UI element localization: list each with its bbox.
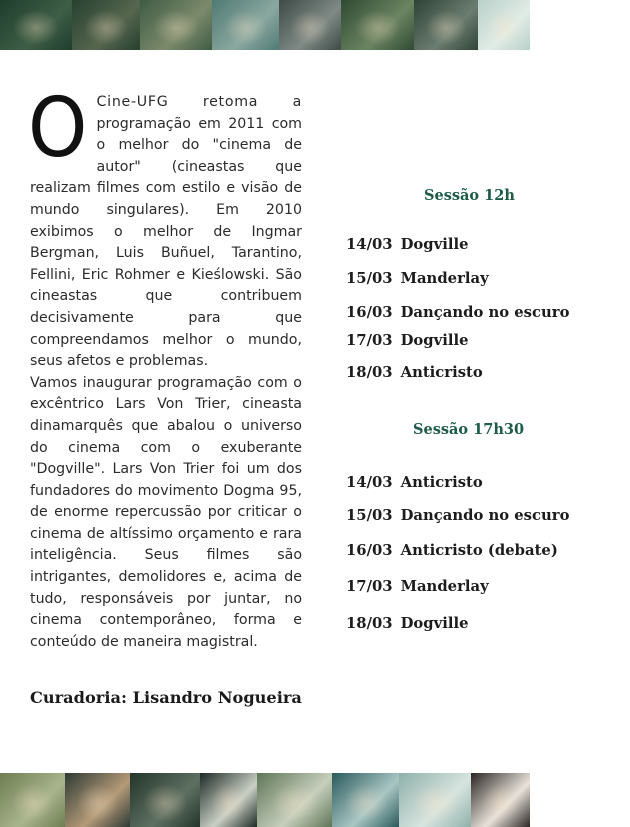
schedule-row	[346, 332, 469, 349]
still-stage-figures	[471, 773, 530, 827]
still-field-group	[257, 773, 332, 827]
still-group-dark	[130, 773, 200, 827]
still-embrace	[279, 0, 341, 50]
still-woods-sitting	[341, 0, 414, 50]
intro-first-line: Cine-UFG retoma a	[96, 94, 302, 110]
still-kiss-profile	[414, 0, 478, 50]
schedule-film: Dogville	[400, 615, 469, 632]
intro-text	[28, 81, 302, 653]
drop-cap: O	[28, 81, 88, 176]
schedule-film: Dançando no escuro	[400, 304, 570, 321]
schedule-row	[346, 615, 469, 632]
schedule-row	[346, 270, 489, 287]
schedule-film: Anticristo	[400, 474, 483, 491]
schedule-date: 16/03	[346, 304, 393, 321]
schedule-date: 14/03	[346, 236, 393, 253]
schedule-film: Manderlay	[400, 578, 489, 595]
schedule-film: Anticristo	[400, 364, 483, 381]
top-film-strip	[0, 0, 630, 50]
schedule-date: 15/03	[346, 270, 393, 287]
still-blonde-woman	[140, 0, 212, 50]
schedule-date: 17/03	[346, 332, 393, 349]
curator-credit: Curadoria: Lisandro Nogueira	[30, 688, 302, 707]
still-smiling-woman	[478, 0, 530, 50]
schedule-date: 18/03	[346, 364, 393, 381]
still-woman-hand	[200, 773, 257, 827]
schedule-row	[346, 364, 483, 381]
schedule-film: Dançando no escuro	[400, 507, 570, 524]
schedule-row	[346, 236, 469, 253]
still-sitting-woman	[399, 773, 471, 827]
schedule-date: 14/03	[346, 474, 393, 491]
schedule-date: 18/03	[346, 615, 393, 632]
still-car-couple	[0, 0, 72, 50]
schedule-film: Dogville	[400, 236, 469, 253]
intro-paragraph-1: programação em 2011 com o melhor do "cinema de autor" (cineastas que realizam filmes com estilo e visão de mundo singulares). Em 2010 exibimos o melhor de Ingmar Bergman, Luis Buñuel, Tarantino, Fellini, Eric Rohmer e Kieślowski. São cineastas que contribuem decisivamente para que compreendamos melhor o mundo, seus afetos e problemas.	[30, 115, 302, 370]
schedule-film: Dogville	[400, 332, 469, 349]
still-two-faces	[332, 773, 399, 827]
schedule-date: 17/03	[346, 578, 393, 595]
still-blonde-closeup	[65, 773, 130, 827]
schedule-film: Manderlay	[400, 270, 489, 287]
session-title-17h30: Sessão 17h30	[413, 421, 525, 438]
schedule-film: Anticristo (debate)	[400, 542, 558, 559]
session-title-12h: Sessão 12h	[424, 187, 515, 204]
schedule-row	[346, 474, 483, 491]
schedule-row	[346, 542, 558, 559]
intro-paragraph-2: Vamos inaugurar programação com o excêntrico Lars Von Trier, cineasta dinamarquês que abalou o universo do cinema com o exuberante "Dogville". Lars Von Trier foi um dos fundadores do movimento Dogma 95, de enorme repercussão por criticar o cinema de altíssimo orçamento e rara inteligência. Seus filmes são intrigantes, demolidores e, acima de tudo, responsáveis por juntar, no cinema contemporâneo, forma e conteúdo de maneira magistral.	[30, 374, 302, 650]
schedule-date: 16/03	[346, 542, 393, 559]
bottom-film-strip	[0, 773, 630, 827]
schedule-row	[346, 507, 569, 524]
still-forest-figure	[72, 0, 140, 50]
still-two-women	[0, 773, 65, 827]
schedule-date: 15/03	[346, 507, 393, 524]
schedule-row	[346, 304, 569, 321]
schedule-row	[346, 578, 489, 595]
still-struggle	[212, 0, 279, 50]
